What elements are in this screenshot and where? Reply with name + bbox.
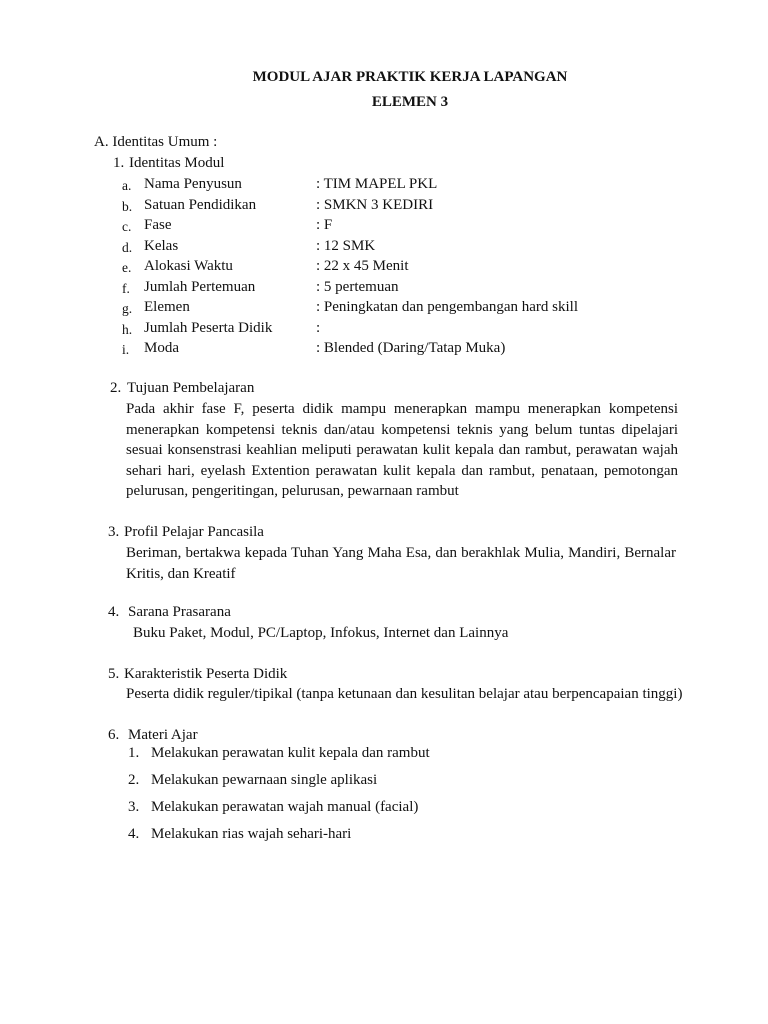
sub4-number: 4. — [108, 604, 120, 620]
section-a-heading: A. Identitas Umum : — [94, 134, 218, 150]
identity-row — [0, 238, 768, 258]
identity-row-key: Moda — [144, 340, 179, 356]
identity-row-label: d. — [122, 239, 133, 255]
list-item-text: Melakukan rias wajah sehari-hari — [151, 826, 352, 842]
identity-row-value: : Peningkatan dan pengembangan hard skill — [316, 299, 579, 315]
sub3-number: 3. — [108, 524, 120, 540]
sub6-heading: Materi Ajar — [128, 727, 198, 743]
identity-row-label: a. — [122, 178, 132, 193]
identity-row-key: Jumlah Pertemuan — [144, 278, 256, 295]
identity-row-key: Kelas — [144, 237, 179, 254]
identity-row-value: : 22 x 45 Menit — [316, 258, 409, 274]
identity-row-label: h. — [122, 321, 133, 337]
sub4-text: Buku Paket, Modul, PC/Laptop, Infokus, Internet dan Lainnya — [133, 625, 509, 641]
sub3-heading: Profil Pelajar Pancasila — [124, 524, 264, 540]
list-item-number: 4. — [128, 826, 140, 842]
identity-row-label: e. — [122, 260, 132, 275]
sub5-number: 5. — [108, 666, 120, 682]
identity-row-label: i. — [122, 342, 130, 357]
identity-row-value: : Blended (Daring/Tatap Muka) — [316, 340, 506, 356]
identity-row-key: Nama Penyusun — [144, 176, 242, 192]
identity-row-label: c. — [122, 219, 132, 234]
list-item-text: Melakukan perawatan wajah manual (facial) — [151, 799, 419, 815]
identity-row — [0, 176, 768, 196]
identity-row-key: Satuan Pendidikan — [144, 196, 257, 213]
sub2-heading: Tujuan Pembelajaran — [127, 380, 255, 396]
identity-row — [0, 197, 768, 217]
identity-row-key: Fase — [144, 217, 172, 233]
identity-row-label: f. — [122, 280, 130, 296]
identity-row-value: : TIM MAPEL PKL — [316, 176, 438, 192]
identity-row-key: Elemen — [144, 299, 190, 315]
sub5-text: Peserta didik reguler/tipikal (tanpa ketunaan dan kesulitan belajar atau berpencapaian tinggi) — [126, 686, 683, 702]
identity-row-key: Jumlah Peserta Didik — [144, 319, 273, 336]
identity-row — [0, 258, 768, 278]
sub2-text: Pada akhir fase F, peserta didik mampu menerapkan mampu menerapkan kompetensi menerapkan kompetensi teknis dan/atau kompetensi teknis yang belum tuntas dipelajari sesuai konsenstrasi keahlian meliputi perawatan kulit kepala dan rambut, perawatan wajah sehari hari, eyelash Extention perawatan kulit kepala dan rambut, penataan, pemotongan pelurusan, pengeritingan, pelurusan, pewarnaan rambut — [126, 401, 678, 500]
list-item-number: 1. — [128, 745, 140, 761]
sub5-heading: Karakteristik Peserta Didik — [124, 666, 288, 682]
list-item-number: 3. — [128, 799, 140, 815]
identity-row — [0, 340, 768, 360]
identity-row-value: : 12 SMK — [316, 237, 376, 254]
sub1-heading: Identitas Modul — [129, 155, 225, 171]
sub3-text: Beriman, bertakwa kepada Tuhan Yang Maha Esa, dan berakhlak Mulia, Mandiri, Bernalar Kritis, dan Kreatif — [126, 545, 676, 582]
list-item-text: Melakukan perawatan kulit kepala dan rambut — [151, 745, 430, 761]
list-item-text: Melakukan pewarnaan single aplikasi — [151, 772, 378, 788]
identity-row — [0, 320, 768, 340]
identity-row — [0, 217, 768, 237]
identity-row-label: g. — [122, 301, 133, 316]
identity-row-value: : SMKN 3 KEDIRI — [316, 196, 434, 213]
document-title: MODUL AJAR PRAKTIK KERJA LAPANGAN — [252, 69, 568, 85]
identity-row-value: : F — [316, 217, 333, 233]
list-item-number: 2. — [128, 772, 140, 788]
identity-row-key: Alokasi Waktu — [144, 258, 233, 274]
sub6-number: 6. — [108, 727, 120, 743]
document-subtitle: ELEMEN 3 — [371, 94, 449, 110]
identity-row — [0, 299, 768, 319]
sub2-number: 2. — [110, 380, 122, 396]
identity-row-value: : — [316, 319, 321, 336]
identity-row — [0, 279, 768, 299]
sub1-number: 1. — [113, 155, 125, 171]
identity-row-value: : 5 pertemuan — [316, 278, 399, 295]
identity-row-label: b. — [122, 198, 133, 214]
sub4-heading: Sarana Prasarana — [128, 604, 231, 620]
